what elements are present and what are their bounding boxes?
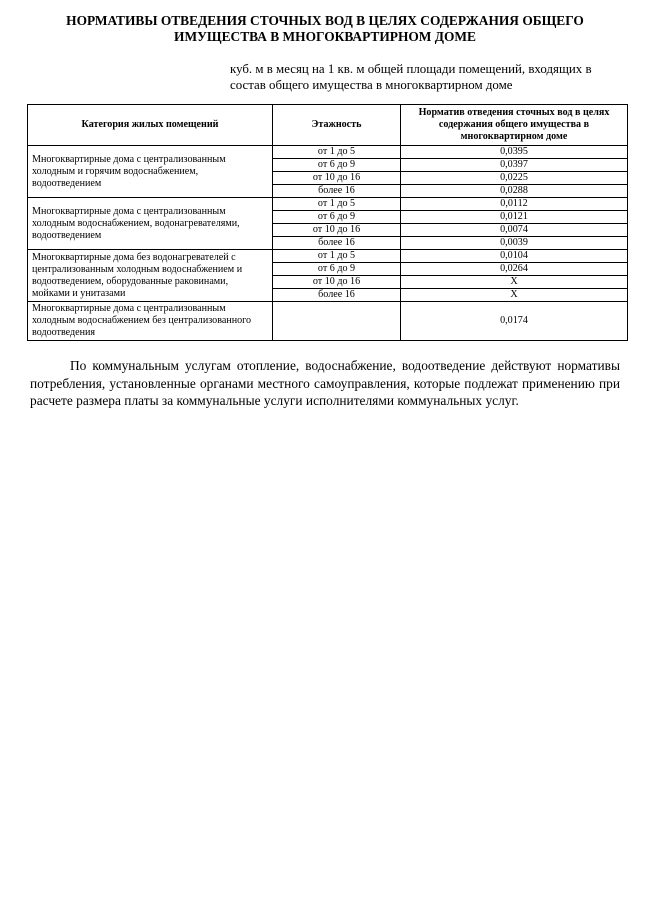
floors-cell: от 6 до 9	[273, 159, 401, 172]
floors-cell: от 1 до 5	[273, 198, 401, 211]
header-floors: Этажность	[273, 105, 401, 146]
table-row	[28, 146, 628, 159]
norm-value-cell: 0,0074	[401, 224, 628, 237]
floors-cell: от 6 до 9	[273, 211, 401, 224]
norm-value-cell: 0,0395	[401, 146, 628, 159]
footer-paragraph: По коммунальным услугам отопление, водоснабжение, водоотведение действуют нормативы потребления, установленные органами местного самоуправления, которые подлежат применению при расчете размера платы за коммунальные услуги исполнителями коммунальных услуг.	[30, 358, 620, 409]
units-note: куб. м в месяц на 1 кв. м общей площади помещений, входящих в состав общего имущества в многоквартирном доме	[230, 62, 592, 92]
norm-value-cell: 0,0225	[401, 172, 628, 185]
floors-cell: от 1 до 5	[273, 250, 401, 263]
floors-cell: от 10 до 16	[273, 172, 401, 185]
norm-value-cell: 0,0397	[401, 159, 628, 172]
floors-cell: от 10 до 16	[273, 224, 401, 237]
floors-cell	[273, 302, 401, 341]
category-cell: Многоквартирные дома с централизованным холодным водоснабжением без централизованного водоотведения	[28, 302, 273, 341]
floors-cell: более 16	[273, 289, 401, 302]
table-row	[28, 250, 628, 263]
norm-value-cell: 0,0264	[401, 263, 628, 276]
norm-value-cell: 0,0121	[401, 211, 628, 224]
header-norm: Норматив отведения сточных вод в целях содержания общего имущества в многоквартирном доме	[401, 105, 628, 146]
page-title: НОРМАТИВЫ ОТВЕДЕНИЯ СТОЧНЫХ ВОД В ЦЕЛЯХ СОДЕРЖАНИЯ ОБЩЕГО ИМУЩЕСТВА В МНОГОКВАРТИРНОМ ДОМЕ	[66, 13, 584, 44]
norms-table	[27, 104, 628, 341]
floors-cell: от 6 до 9	[273, 263, 401, 276]
norm-value-cell: 0,0288	[401, 185, 628, 198]
norm-value-cell: Х	[401, 289, 628, 302]
table-header-row	[28, 105, 628, 146]
norm-value-cell: Х	[401, 276, 628, 289]
floors-cell: более 16	[273, 237, 401, 250]
category-cell: Многоквартирные дома с централизованным холодным и горячим водоснабжением, водоотведением	[28, 146, 273, 198]
floors-cell: более 16	[273, 185, 401, 198]
table-row	[28, 198, 628, 211]
category-cell: Многоквартирные дома без водонагревателей с централизованным холодным водоснабжением и водоотведением, оборудованные раковинами, мойками и унитазами	[28, 250, 273, 302]
floors-cell: от 1 до 5	[273, 146, 401, 159]
norm-value-cell: 0,0174	[401, 302, 628, 341]
norm-value-cell: 0,0104	[401, 250, 628, 263]
category-cell: Многоквартирные дома с централизованным холодным водоснабжением, водонагревателями, водоотведением	[28, 198, 273, 250]
norm-value-cell: 0,0039	[401, 237, 628, 250]
norm-value-cell: 0,0112	[401, 198, 628, 211]
table-row	[28, 302, 628, 341]
floors-cell: от 10 до 16	[273, 276, 401, 289]
header-category: Категория жилых помещений	[28, 105, 273, 146]
